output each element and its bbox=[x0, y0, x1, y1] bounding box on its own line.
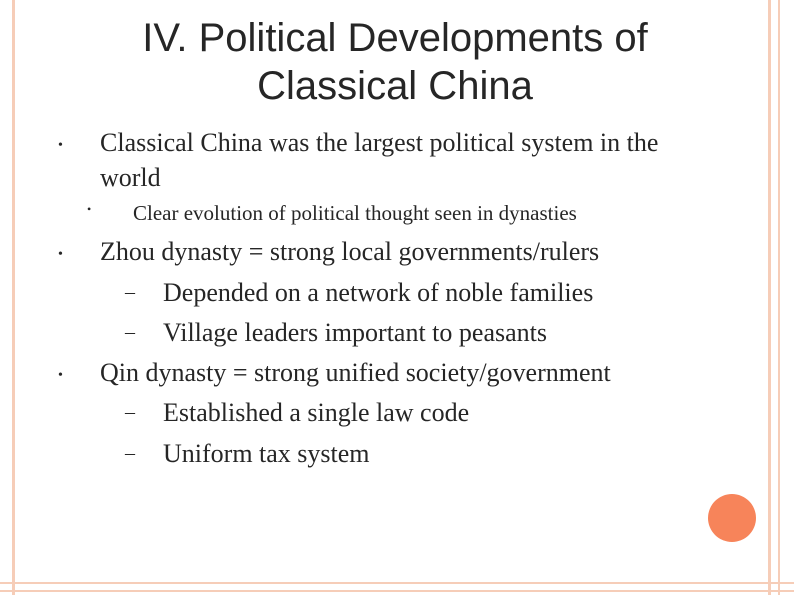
accent-circle bbox=[708, 494, 756, 542]
sub-bullet-text: Depended on a network of noble families bbox=[163, 278, 594, 307]
sub-bullet-text: Established a single law code bbox=[163, 398, 470, 427]
dash-icon: – bbox=[125, 401, 135, 423]
sub-bullet-text: Uniform tax system bbox=[163, 439, 370, 468]
frame-line-left bbox=[12, 0, 15, 595]
frame-line-right-inner bbox=[778, 0, 780, 595]
title-line-1: IV. Political Developments of bbox=[142, 16, 648, 60]
bullet-text-4: Qin dynasty = strong unified society/government bbox=[100, 358, 611, 387]
bullet-icon: • bbox=[58, 247, 63, 262]
dash-icon: – bbox=[125, 442, 135, 464]
frame-line-right-outer bbox=[768, 0, 771, 595]
bullet-text-2: Clear evolution of political thought seen in dynasties bbox=[133, 201, 577, 225]
bullet-icon: • bbox=[58, 138, 63, 153]
dash-icon: – bbox=[125, 281, 135, 303]
frame-line-bottom-upper bbox=[0, 582, 794, 584]
bullet-text-1: Classical China was the largest political system in the world bbox=[100, 128, 659, 192]
sub-bullet-text: Village leaders important to peasants bbox=[163, 318, 547, 347]
title-line-2: Classical China bbox=[257, 64, 533, 108]
bullet-text-3: Zhou dynasty = strong local governments/rulers bbox=[100, 237, 600, 266]
bullet-icon: • bbox=[58, 368, 63, 383]
dash-icon: – bbox=[125, 321, 135, 343]
bullet-icon: • bbox=[87, 202, 92, 216]
slide-title bbox=[80, 14, 710, 110]
frame-line-bottom-lower bbox=[0, 590, 794, 592]
